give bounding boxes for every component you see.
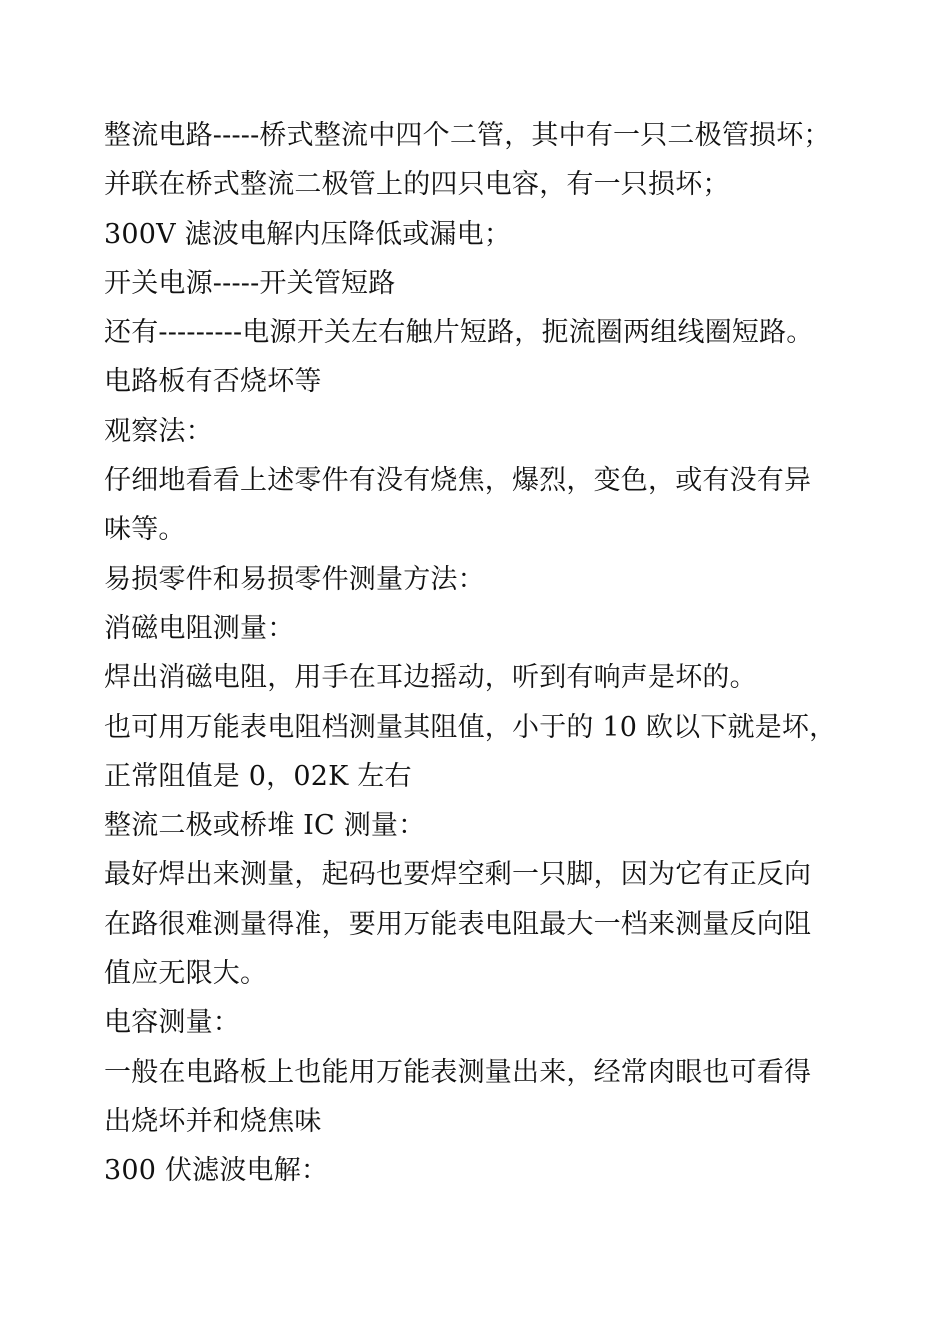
- section-heading: 易损零件和易损零件测量方法：: [104, 563, 485, 595]
- text-line: 值应无限大。: [104, 958, 268, 990]
- text-line: 正常阻值是 0，02K 左右: [104, 760, 412, 792]
- text-line: 最好焊出来测量，起码也要焊空剩一只脚，因为它有正反向: [104, 859, 812, 891]
- text-line: 味等。: [104, 514, 186, 546]
- section-heading: 消磁电阻测量：: [104, 612, 295, 644]
- section-heading: 观察法：: [104, 415, 213, 447]
- text-line: 开关电源-----开关管短路: [104, 267, 396, 299]
- text-line: 仔细地看看上述零件有没有烧焦，爆烈，变色，或有没有异: [104, 465, 812, 497]
- text-line: 整流电路-----桥式整流中四个二管，其中有一只二极管损坏；: [104, 120, 831, 151]
- text-line: 焊出消磁电阻，用手在耳边摇动，听到有响声是坏的。: [104, 662, 757, 694]
- text-line: 电路板有否烧坏等: [104, 366, 322, 398]
- text-line: 一般在电路板上也能用万能表测量出来，经常肉眼也可看得: [104, 1056, 812, 1088]
- text-line: 并联在桥式整流二极管上的四只电容，有一只损坏；: [104, 169, 730, 201]
- text-line: 出烧坏并和烧焦味: [104, 1105, 322, 1137]
- text-line: 在路很难测量得准，要用万能表电阻最大一档来测量反向阻: [104, 908, 812, 940]
- section-heading: 整流二极或桥堆 IC 测量：: [104, 810, 426, 842]
- section-heading: 300 伏滤波电解：: [104, 1155, 329, 1187]
- text-line: 还有---------电源开关左右触片短路，扼流圈两组线圈短路。: [104, 317, 814, 349]
- text-line: 也可用万能表电阻档测量其阻值，小于的 10 欧以下就是坏，: [104, 711, 837, 743]
- document-body: [104, 111, 854, 1196]
- section-heading: 电容测量：: [104, 1007, 240, 1039]
- text-line: 300V 滤波电解内压降低或漏电；: [104, 218, 512, 250]
